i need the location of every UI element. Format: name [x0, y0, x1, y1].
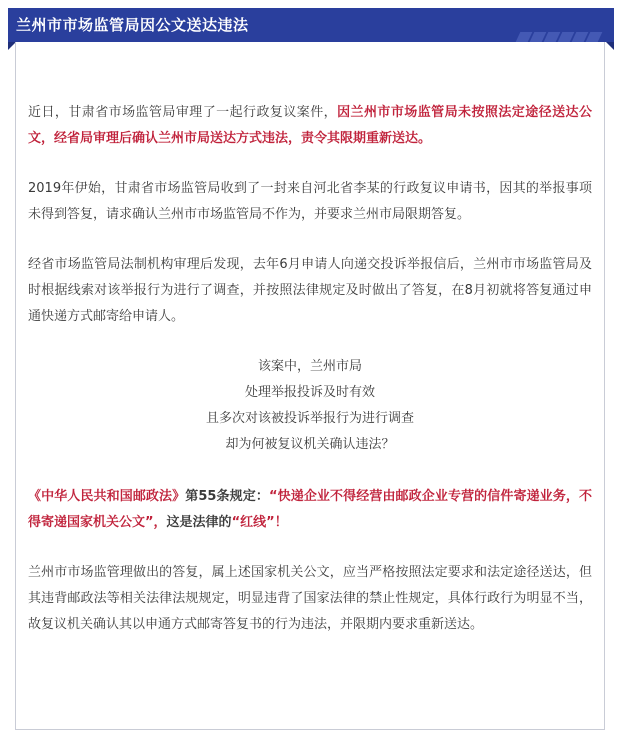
header-stripe-decoration	[518, 32, 600, 42]
question-line: 且多次对该被投诉举报行为进行调查	[205, 411, 414, 426]
article-body	[28, 100, 592, 651]
law-comment: 这是法律的	[166, 515, 232, 530]
article-card	[15, 42, 605, 730]
background-paragraph: 2019年伊始，甘肃省市场监管局收到了一封来自河北省李某的行政复议申请书，因其的举报事项未得到答复，请求确认兰州市市场监管局不作为，并要求兰州市局限期答复。	[28, 181, 592, 222]
conclusion-paragraph: 兰州市市场监管理做出的答复，属上述国家机关公文，应当严格按照法定要求和法定途径送达，但其违背邮政法等相关法律法规规定，明显违背了国家法律的禁止性规定，具体行政行为明显不当，故复议机关确认其以申通方式邮寄答复书的行为违法，并限期内要求重新送达。	[28, 565, 592, 632]
law-quote-paragraph	[28, 484, 592, 536]
investigation-paragraph: 经省市场监管局法制机构审理后发现，去年6月申请人向递交投诉举报信后，兰州市市场监管局及时根据线索对该举报行为进行了调查，并按照法律规定及时做出了答复，在8月初就将答复通过申通快递方式邮寄给申请人。	[28, 257, 592, 324]
law-name: 《中华人民共和国邮政法》	[28, 489, 186, 504]
question-block	[28, 354, 592, 458]
red-line-emphasis: “红线”！	[231, 515, 288, 530]
header-fold-right	[606, 42, 614, 50]
question-line: 却为何被复议机关确认违法？	[225, 437, 395, 452]
law-article: 第55条规定：	[185, 489, 269, 504]
article-title: 兰州市市场监管局因公文送达违法	[16, 16, 249, 34]
question-line: 处理举报投诉及时有效	[244, 385, 375, 400]
intro-highlight: 因兰州市市场监管局未按照法定途径送达公文，经省局审理后确认兰州市局送达方式违法，责令其限期重新送达。	[28, 105, 592, 146]
law-clause: “快递企业不得经营由邮政企业专营的信件寄递业务，不得寄递国家机关公文”，	[28, 489, 592, 530]
question-line: 该案中，兰州市局	[257, 359, 362, 374]
header-bar	[8, 8, 614, 42]
intro-paragraph	[28, 100, 592, 152]
intro-text: 近日，甘肃省市场监管局审理了一起行政复议案件，	[28, 105, 338, 120]
